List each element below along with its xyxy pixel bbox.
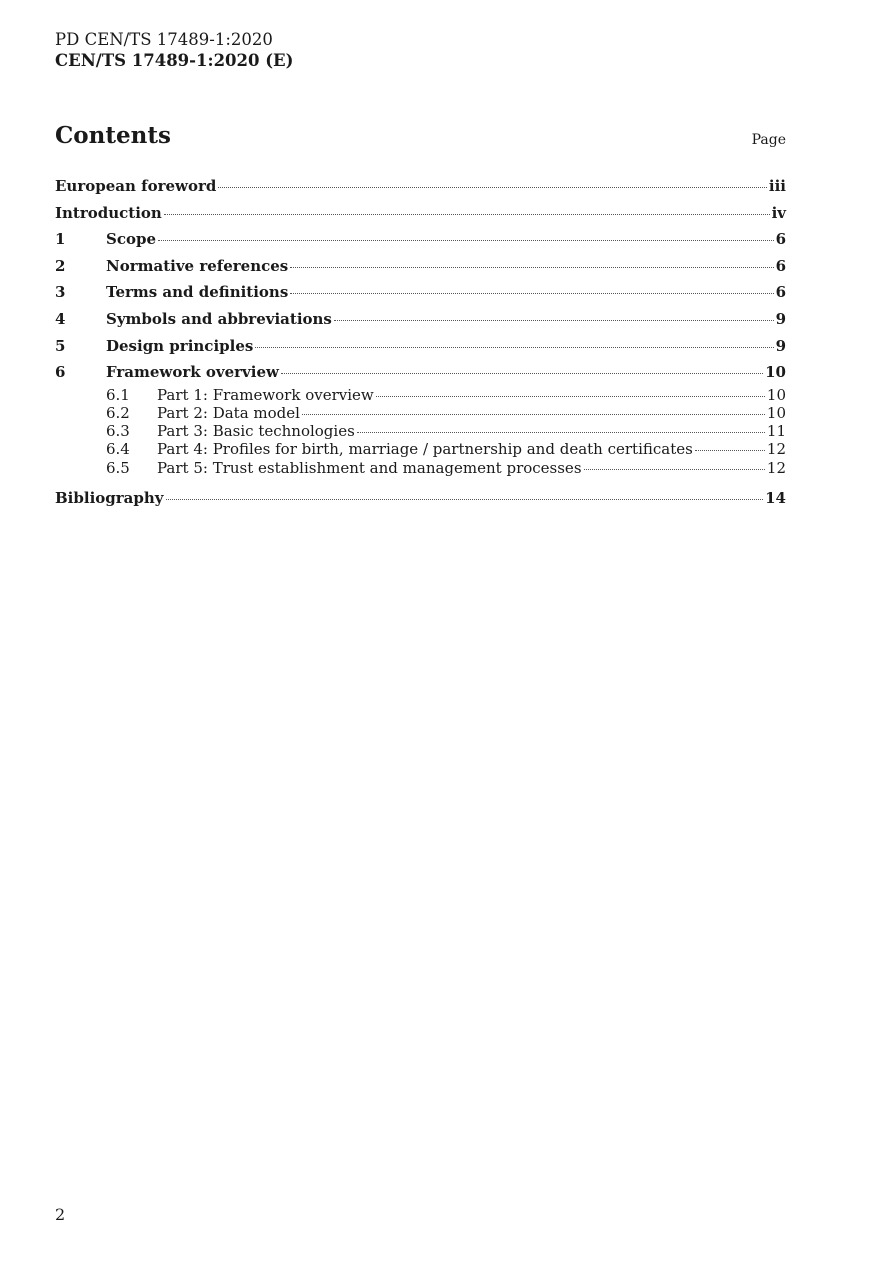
toc-entry-number: 4	[55, 309, 66, 328]
toc-entry-page: 10	[766, 403, 786, 422]
page-column-label: Page	[751, 132, 786, 148]
toc-entry-number: 6.4	[106, 440, 130, 459]
toc-entry-title: Framework overview	[106, 363, 279, 382]
toc-entry-page: 6	[775, 256, 786, 275]
toc-leader-dots	[695, 450, 765, 451]
toc-entry-scope[interactable]	[55, 226, 786, 253]
toc-entry-normative-references[interactable]	[55, 253, 786, 280]
toc-entry-number: 6.3	[106, 422, 130, 441]
toc-leader-dots	[281, 373, 763, 374]
toc-entry-title: European foreword	[55, 177, 217, 195]
toc-entry-title: Terms and definitions	[106, 283, 289, 302]
toc-entry-title: Design principles	[106, 336, 254, 355]
toc-entry-page: 14	[765, 488, 786, 507]
toc-entry-page: 6	[775, 230, 786, 249]
toc-entry-number: 6.1	[106, 385, 130, 404]
toc-entry-page: iii	[768, 177, 786, 195]
toc-entry-number: 1	[55, 230, 66, 249]
toc-leader-dots	[166, 499, 764, 500]
toc-entry-title: Part 2: Data model	[157, 403, 300, 422]
toc-entry-bibliography[interactable]	[55, 485, 786, 512]
toc-entry-title: Part 3: Basic technologies	[157, 422, 355, 441]
toc-leader-dots	[302, 414, 765, 415]
toc-entry-design-principles[interactable]	[55, 333, 786, 360]
toc-entry-page: 10	[766, 385, 786, 404]
toc-entry-number: 5	[55, 336, 66, 355]
toc-entry-symbols-abbreviations[interactable]	[55, 306, 786, 333]
toc-entry-page: iv	[771, 203, 786, 222]
contents-heading: Contents	[55, 122, 171, 149]
toc-entry-number: 6.2	[106, 403, 130, 422]
toc-entry-title: Symbols and abbreviations	[106, 309, 332, 328]
toc-entry-number: 6	[55, 363, 66, 382]
toc-subentry-part5[interactable]	[55, 459, 786, 477]
document-reference-edition: CEN/TS 17489-1:2020 (E)	[55, 51, 294, 70]
toc-entry-framework-overview[interactable]	[55, 359, 786, 386]
toc-leader-dots	[334, 320, 774, 321]
table-of-contents	[55, 173, 786, 511]
toc-entry-number: 6.5	[106, 458, 130, 477]
toc-entry-title: Bibliography	[55, 488, 164, 507]
toc-subentry-part4[interactable]	[55, 440, 786, 458]
toc-entry-introduction[interactable]	[55, 200, 786, 227]
page-number: 2	[55, 1205, 66, 1224]
toc-entry-number: 3	[55, 283, 66, 302]
toc-subentry-part1[interactable]	[55, 386, 786, 404]
toc-entry-number: 2	[55, 256, 66, 275]
toc-leader-dots	[290, 267, 773, 268]
toc-entry-title: Introduction	[55, 203, 162, 222]
toc-entry-title: Scope	[106, 230, 157, 249]
toc-subentry-part2[interactable]	[55, 404, 786, 422]
toc-entry-page: 6	[775, 283, 786, 302]
toc-leader-dots	[290, 293, 773, 294]
toc-entry-page: 10	[765, 363, 786, 382]
toc-entry-foreword[interactable]	[55, 173, 786, 200]
toc-leader-dots	[584, 469, 765, 470]
toc-entry-title: Normative references	[106, 256, 289, 275]
toc-leader-dots	[218, 187, 767, 188]
toc-leader-dots	[164, 214, 770, 215]
toc-entry-title: Part 4: Profiles for birth, marriage / partnership and death certificates	[157, 440, 693, 459]
toc-entry-page: 12	[766, 440, 786, 459]
toc-leader-dots	[357, 432, 765, 433]
toc-subentry-part3[interactable]	[55, 422, 786, 440]
toc-entry-terms-definitions[interactable]	[55, 279, 786, 306]
toc-entry-page: 11	[766, 422, 786, 441]
toc-entry-page: 9	[775, 336, 786, 355]
document-reference: PD CEN/TS 17489-1:2020	[55, 30, 273, 49]
toc-entry-page: 9	[775, 309, 786, 328]
toc-leader-dots	[255, 347, 773, 348]
toc-entry-title: Part 1: Framework overview	[157, 385, 374, 404]
document-header	[55, 29, 293, 71]
toc-leader-dots	[158, 240, 774, 241]
toc-entry-page: 12	[766, 458, 786, 477]
toc-leader-dots	[376, 396, 765, 397]
toc-entry-title: Part 5: Trust establishment and management processes	[157, 458, 582, 477]
